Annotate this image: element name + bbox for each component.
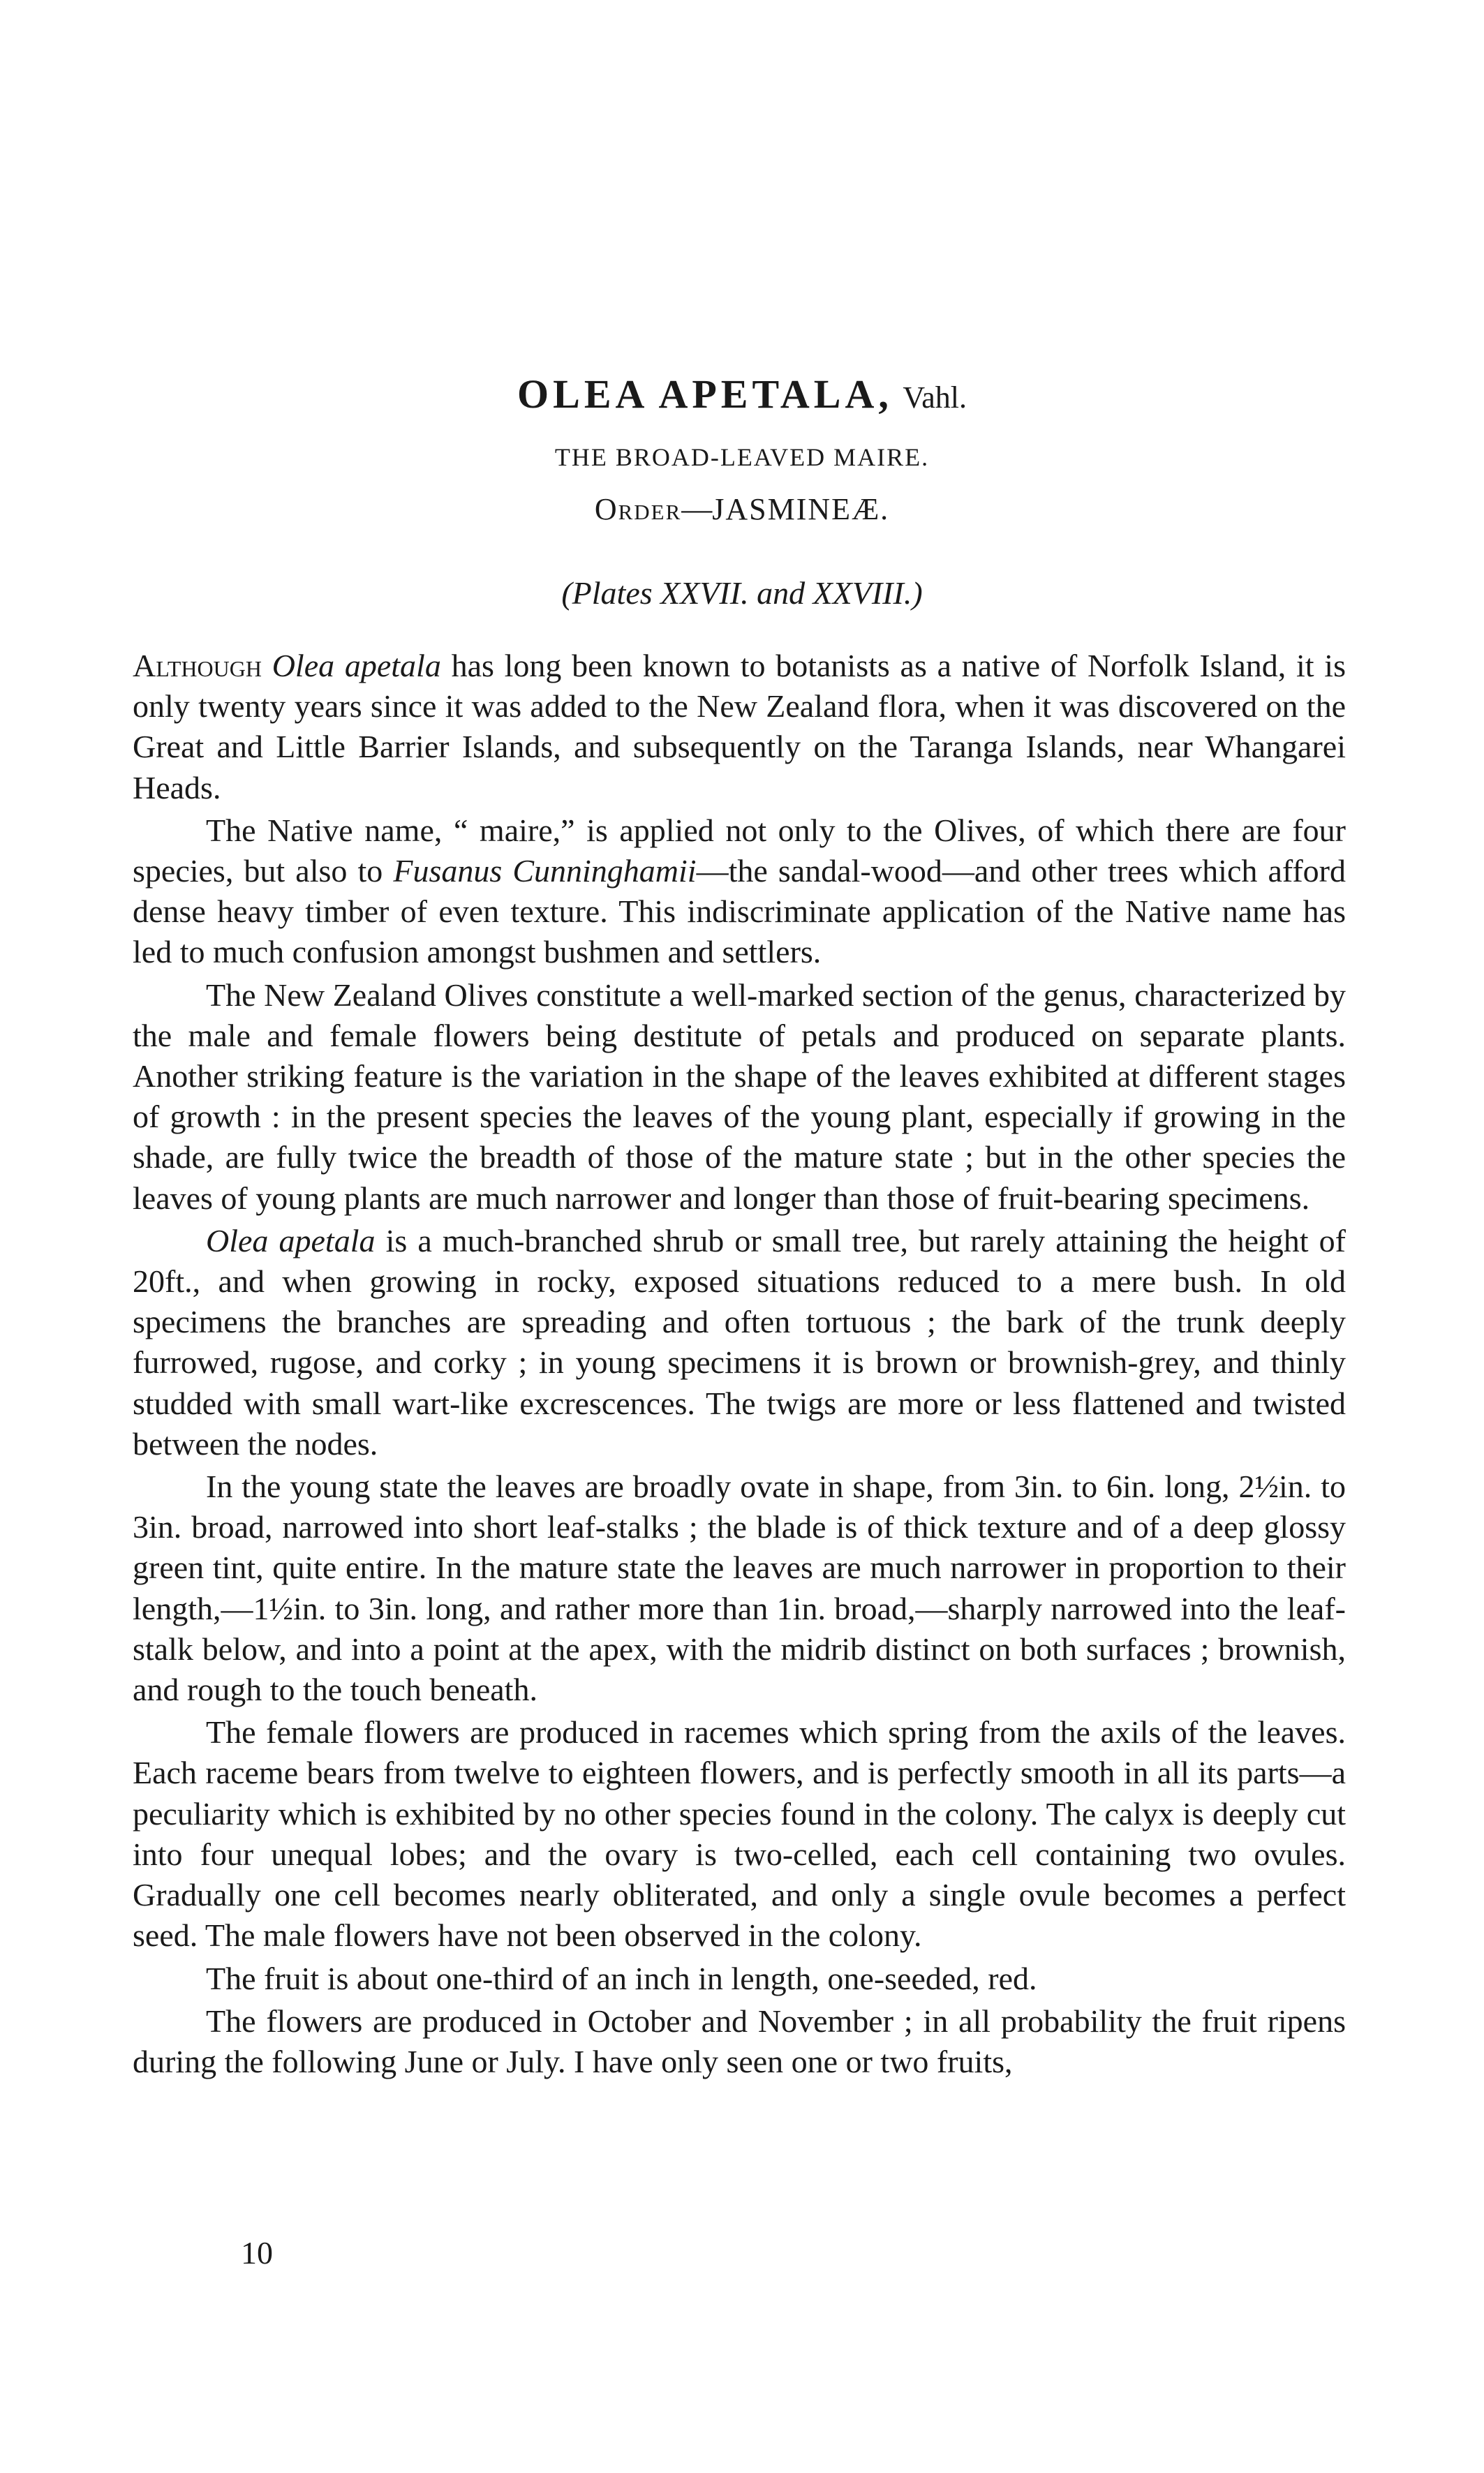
text-run: The New Zealand Olives constitute a well-marked section of the genus, characterized by the male and female flowers being destitute of petals and produced on separate plants. Another striking feature is the variation in the shape of the leaves exhibited at different stages of growth : in the present species the leaves of the young plant, especially if growing in the shade, are fully twice the breadth of those of the mature state ; but in the other species the leaves of young plants are much narrower and longer than those of fruit-bearing specimens. bbox=[133, 976, 1346, 1216]
text-run: The Native name, “ maire,” is applied not only to the Olives, of which there are four species, but also to bbox=[133, 812, 1346, 889]
text-run: The flowers are produced in October and November ; in all probability the fruit ripens during the following June or July. I have only seen one or two fruits, bbox=[133, 2003, 1346, 2079]
text-run: The female flowers are produced in racemes which spring from the axils of the leaves. Each raceme bears from twelve to eighteen flowers, and is perfectly smooth in all its parts—a peculiarity which is exhibited by no other species found in the colony. The calyx is deeply cut into four unequal lobes; and the ovary is two-celled, each cell containing two ovules. Gradually one cell becomes nearly obliterated, and only a single ovule becomes a perfect seed. The male flowers have not been observed in the colony. bbox=[133, 1714, 1346, 1954]
body-paragraph bbox=[133, 810, 1346, 973]
text-run: In the young state the leaves are broadly ovate in shape, from 3in. to 6in. long, 2½in. to 3in. broad, narrowed into short leaf-stalks ; the blade is of thick texture and of a deep glossy green tint, quite entire. In the mature state the leaves are much narrower in proportion to their length,—1½in. to 3in. long, and rather more than 1in. broad,—sharply narrowed into the leaf-stalk below, and into a point at the apex, with the midrib distinct on both surfaces ; brownish, and rough to the touch beneath. bbox=[133, 1469, 1346, 1708]
text-run: has long been known to botanists as a native of Norfolk Island, it is only twenty years since it was added to the New Zealand flora, when it was discovered on the Great and Little Barrier Islands, and subsequently on the Taranga Islands, near Whangarei Heads. bbox=[133, 648, 1346, 805]
body-paragraph bbox=[133, 1466, 1346, 1710]
text-run: The fruit is about one-third of an inch in length, one-seeded, red. bbox=[206, 1960, 1037, 1996]
body-paragraph bbox=[133, 1712, 1346, 1956]
body-paragraph bbox=[133, 1221, 1346, 1464]
order-name: JASMINEÆ. bbox=[712, 492, 890, 526]
italic-text: Olea apetala bbox=[206, 1222, 376, 1258]
common-name: THE BROAD-LEAVED MAIRE. bbox=[554, 443, 930, 471]
order-line bbox=[0, 489, 1484, 530]
body-paragraph bbox=[133, 2001, 1346, 2082]
body-paragraph bbox=[133, 646, 1346, 808]
lead-small-caps: Although bbox=[133, 648, 262, 683]
body-paragraph bbox=[133, 1959, 1346, 1999]
plates-reference: (Plates XXVII. and XXVIII.) bbox=[561, 575, 923, 611]
species-author: Vahl. bbox=[903, 380, 967, 415]
article-title bbox=[0, 370, 1484, 422]
text-run: is a much-branched shrub or small tree, but rarely attaining the height of 20ft., and when growing in rocky, exposed situations reduced to a mere bush. In old specimens the branches are spreading and often tortuous ; the bark of the trunk deeply furrowed, rugose, and corky ; in young specimens it is brown or brownish-grey, and thinly studded with small wart-like excrescences. The twigs are more or less flattened and twisted between the nodes. bbox=[133, 1222, 1346, 1462]
order-prefix: Order bbox=[594, 492, 682, 526]
text-run bbox=[262, 648, 272, 683]
body-paragraph bbox=[133, 975, 1346, 1219]
order-dash: — bbox=[681, 492, 713, 526]
body-text bbox=[133, 646, 1346, 2084]
italic-text: Olea apetala bbox=[272, 648, 441, 683]
page-number: 10 bbox=[241, 2235, 273, 2271]
text-run: —the sandal-wood—and other trees which afford dense heavy timber of even texture. This indiscriminate application of the Native name has led to much confusion amongst bushmen and settlers. bbox=[133, 853, 1346, 970]
species-name: OLEA APETALA, bbox=[517, 371, 893, 417]
italic-text: Fusanus Cunninghamii bbox=[393, 853, 697, 889]
